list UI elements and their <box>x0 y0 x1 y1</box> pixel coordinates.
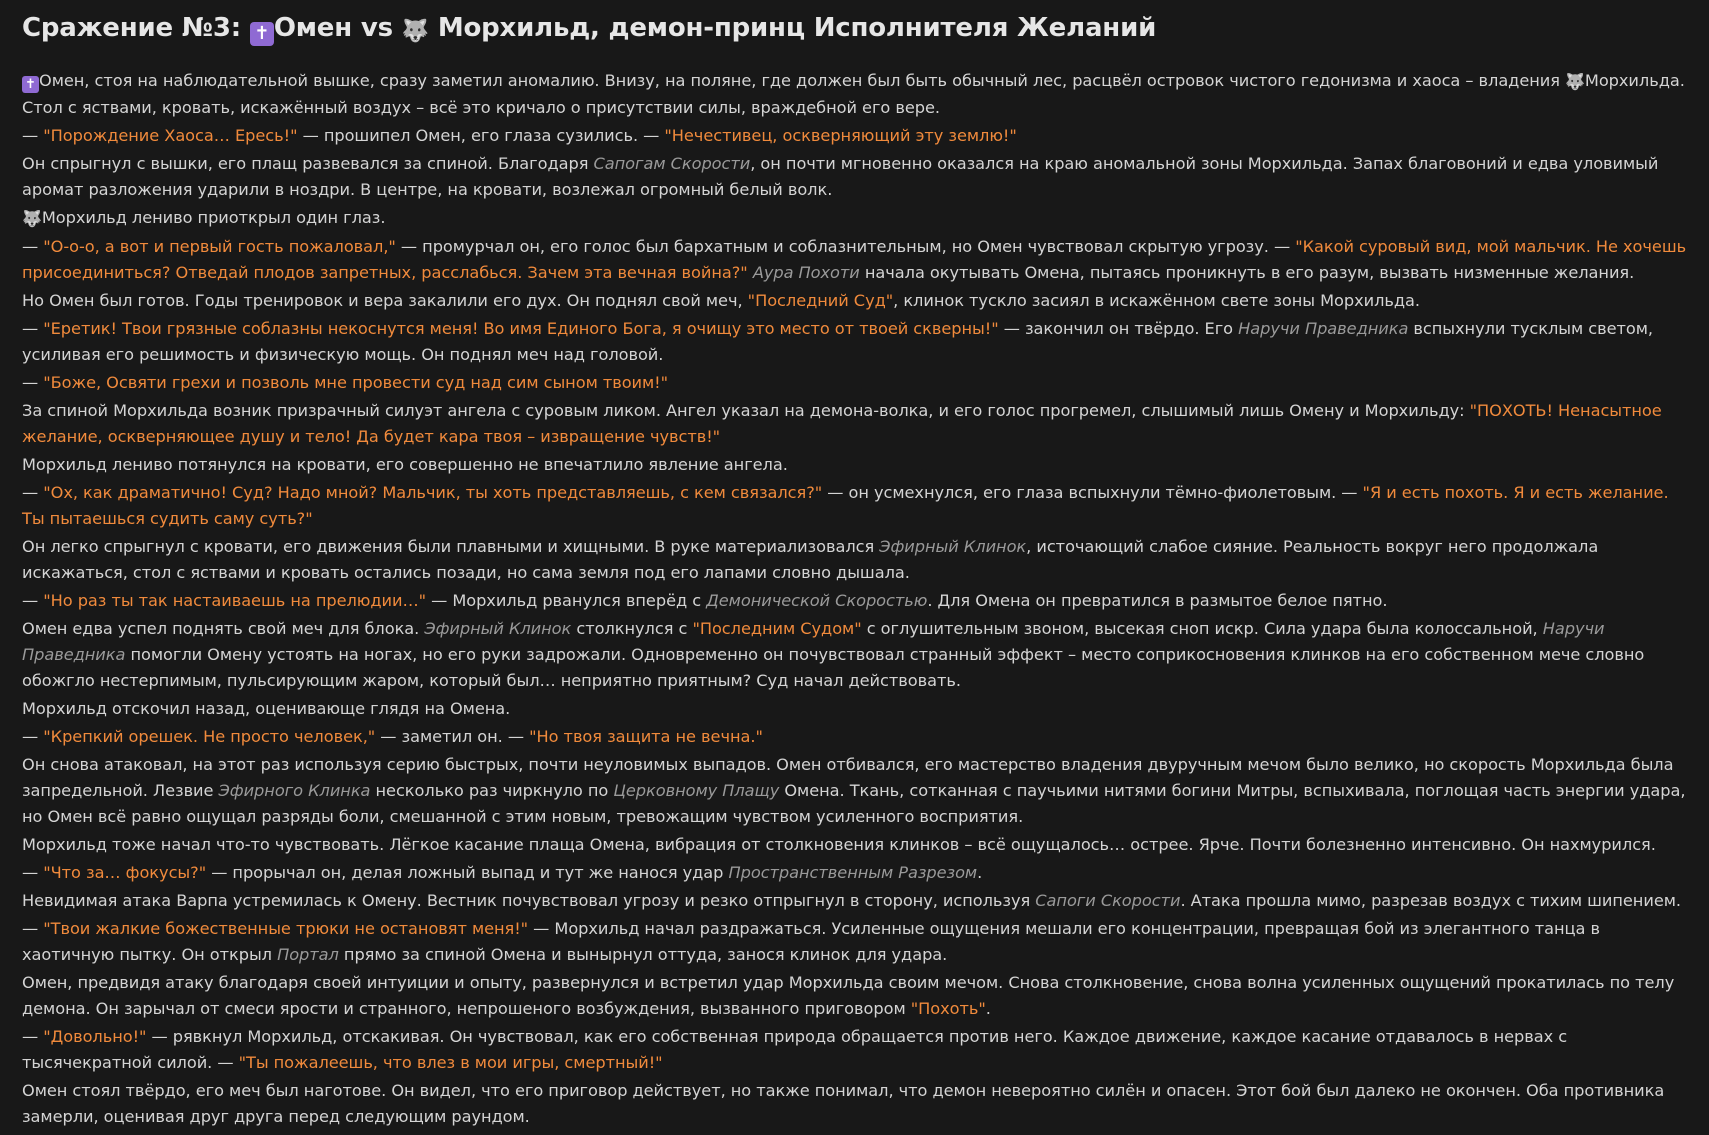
narration-text: Он легко спрыгнул с кровати, его движения были плавными и хищными. В руке материализовался <box>22 537 880 556</box>
narration-text: начала окутывать Омена, пытаясь проникнуть в его разум, вызвать низменные желания. <box>859 263 1635 282</box>
narration-text: . <box>977 863 983 882</box>
narration-text: — Морхильд рванулся вперёд с <box>425 591 707 610</box>
narration-text: помогли Омену устоять на ногах, но его руки задрожали. Одновременно он почувствовал странный эффект – место соприкосновения клинков на его собственном мече словно обожгло нестерпимым, пульсирующим жаром, который был… неприятно приятным? Суд начал действовать. <box>22 645 1645 690</box>
story-paragraph <box>22 1078 1691 1130</box>
story-paragraph <box>22 151 1691 203</box>
story-paragraph <box>22 916 1691 968</box>
story-paragraph <box>22 588 1691 614</box>
narration-text: , источающий слабое сияние. Реальность вокруг него продолжала искажаться, стол с яствами и кровать остались позади, но сама земля под его лапами словно дышала. <box>22 537 1599 582</box>
narration-text: Он спрыгнул с вышки, его плащ развевался за спиной. Благодаря <box>22 154 594 173</box>
item-name: Эфирный Клинок <box>424 619 572 638</box>
narration-text: . <box>985 999 991 1018</box>
dialogue-quote: "Довольно!" <box>43 1027 147 1046</box>
item-name: Демонической Скоростью <box>706 591 928 610</box>
story-paragraph <box>22 616 1691 694</box>
narration-text: Но Омен был готов. Годы тренировок и вера закалили его дух. Он поднял свой меч, <box>22 291 748 310</box>
story-paragraph <box>22 123 1691 149</box>
wolf-icon: 🐺 <box>401 19 429 44</box>
narration-text: с оглушительным звоном, высекая сноп искр. Сила удара была колоссальной, <box>861 619 1543 638</box>
item-name: Наручи Праведника <box>22 619 1605 664</box>
narration-text: Омен стоял твёрдо, его меч был наготове. Он видел, что его приговор действует, но также понимал, что демон невероятно силён и опасен. Этот бой был далеко не окончен. Оба противника замерли, оценивая друг друга перед следующим раундом. <box>22 1081 1665 1126</box>
story-paragraph <box>22 370 1691 396</box>
item-name: Наручи Праведника <box>1238 319 1409 338</box>
item-name: Аура Похоти <box>752 263 860 282</box>
story-paragraph <box>22 398 1691 450</box>
narration-text: прямо за спиной Омена и вынырнул оттуда, занося клинок для удара. <box>338 945 948 964</box>
dialogue-quote: "Какой суровый вид, мой мальчик. Не хочешь присоединиться? Отведай плодов запретных, расслабься. Зачем эта вечная война?" <box>22 237 1687 282</box>
story-paragraph <box>22 480 1691 532</box>
story-paragraph <box>22 832 1691 858</box>
narration-text: — <box>22 126 44 145</box>
dialogue-quote: "Еретик! Твои грязные соблазны некоснутся меня! Во имя Единого Бога, я очищу это место от твоей скверны!" <box>43 319 999 338</box>
story-paragraph <box>22 696 1691 722</box>
narration-text: — <box>22 727 44 746</box>
narration-text: Омен едва успел поднять свой меч для блока. <box>22 619 425 638</box>
narration-text: столкнулся с <box>571 619 693 638</box>
narration-text: несколько раз чиркнуло по <box>370 781 614 800</box>
story-paragraph <box>22 288 1691 314</box>
narration-text: — он усмехнулся, его глаза вспыхнули тёмно-фиолетовым. — <box>822 483 1363 502</box>
narration-text: — <box>22 863 44 882</box>
narration-text: . Для Омена он превратился в размытое белое пятно. <box>927 591 1388 610</box>
title-vs: vs <box>360 13 393 43</box>
narration-text: Омена. Ткань, сотканная с паучьими нитями богини Митры, вспыхивала, поглощая часть энергии удара, но Омен всё равно ощущал разряды боли, смешанной с этим новым, тревожащим чувством усиленного восприятия. <box>22 781 1686 826</box>
story-paragraph <box>22 752 1691 830</box>
page-title <box>22 10 1691 50</box>
item-name: Церковному Плащу <box>613 781 780 800</box>
narration-text: — <box>22 919 44 938</box>
narration-text: — <box>22 483 44 502</box>
narration-text: — <box>22 1027 44 1046</box>
cross-badge-icon: ✝ <box>22 76 39 93</box>
wolf-icon: 🐺 <box>22 209 42 228</box>
narration-text: Морхильда. Стол с яствами, кровать, искажённый воздух – всё это кричало о присутствии силы, враждебной его вере. <box>22 71 1685 117</box>
wolf-icon: 🐺 <box>1565 72 1585 91</box>
story-paragraph <box>22 534 1691 586</box>
dialogue-quote: "Порождение Хаоса… Ересь!" <box>43 126 298 145</box>
narration-text: Морхильд лениво приоткрыл один глаз. <box>41 208 386 227</box>
dialogue-quote: "Что за… фокусы?" <box>43 863 207 882</box>
dialogue-quote: "Последний Суд" <box>747 291 894 310</box>
narration-text: — промурчал он, его голос был бархатным и соблазнительным, но Омен чувствовал скрытую угрозу. — <box>395 237 1296 256</box>
item-name: Сапогам Скорости <box>593 154 751 173</box>
narration-text: Морхильд отскочил назад, оценивающе глядя на Омена. <box>22 699 511 718</box>
title-prefix: Сражение №3: <box>22 13 241 43</box>
title-enemy: Морхильд, демон-принц Исполнителя Желаний <box>437 13 1157 43</box>
narration-text: — закончил он твёрдо. Его <box>998 319 1239 338</box>
story-paragraph <box>22 888 1691 914</box>
dialogue-quote: "Боже, Освяти грехи и позволь мне провести суд над сим сыном твоим!" <box>43 373 669 392</box>
story-paragraph <box>22 205 1691 232</box>
narration-text: вспыхнули тусклым светом, усиливая его решимость и физическую мощь. Он поднял меч над головой. <box>22 319 1653 364</box>
story-body <box>22 68 1691 1130</box>
dialogue-quote: "Я и есть похоть. Я и есть желание. Ты пытаешься судить саму суть?" <box>22 483 1669 528</box>
story-paragraph <box>22 68 1691 121</box>
dialogue-quote: "ПОХОТЬ! Ненасытное желание, оскверняющее душу и тело! Да будет кара твоя – извращение чувств!" <box>22 401 1662 446</box>
dialogue-quote: "Но раз ты так настаиваешь на прелюдии…" <box>43 591 426 610</box>
narration-text: — <box>22 373 44 392</box>
item-name: Эфирный Клинок <box>879 537 1027 556</box>
dialogue-quote: "Твои жалкие божественные трюки не остановят меня!" <box>43 919 529 938</box>
narration-text: Омен, стоя на наблюдательной вышке, сразу заметил аномалию. Внизу, на поляне, где должен был быть обычный лес, расцвёл островок чистого гедонизма и хаоса – владения <box>39 71 1566 90</box>
narration-text: Омен, предвидя атаку благодаря своей интуиции и опыту, развернулся и встретил удар Морхильда своим мечом. Снова столкновение, снова волна усиленных ощущений прокатилась по телу демона. Он зарычал от смеси ярости и странного, непрошеного возбуждения, вызванного приговором <box>22 973 1675 1018</box>
story-paragraph <box>22 860 1691 886</box>
dialogue-quote: "Но твоя защита не вечна." <box>529 727 763 746</box>
dialogue-quote: "Ох, как драматично! Суд? Надо мной? Мальчик, ты хоть представляешь, с кем связался?" <box>43 483 823 502</box>
dialogue-quote: "О-о-о, а вот и первый гость пожаловал," <box>43 237 396 256</box>
dialogue-quote: "Нечестивец, оскверняющий эту землю!" <box>664 126 1017 145</box>
narration-text: За спиной Морхильда возник призрачный силуэт ангела с суровым ликом. Ангел указал на демона-волка, и его голос прогремел, слышимый лишь Омену и Морхильду: <box>22 401 1470 420</box>
item-name: Портал <box>277 945 339 964</box>
story-paragraph <box>22 724 1691 750</box>
cross-badge-icon: ✝ <box>250 22 274 46</box>
dialogue-quote: "Ты пожалеешь, что влез в мои игры, смертный!" <box>238 1053 663 1072</box>
narration-text: — прорычал он, делая ложный выпад и тут же нанося удар <box>206 863 729 882</box>
story-paragraph <box>22 970 1691 1022</box>
narration-text: — <box>22 237 44 256</box>
item-name: Пространственным Разрезом <box>728 863 978 882</box>
story-paragraph <box>22 234 1691 286</box>
narration-text: — <box>22 591 44 610</box>
narration-text: — рявкнул Морхильд, отскакивая. Он чувствовал, как его собственная природа обращается против него. Каждое движение, каждое касание отдавалось в нервах с тысячекратной силой. — <box>22 1027 1568 1072</box>
item-name: Эфирного Клинка <box>218 781 371 800</box>
title-omen: Омен <box>273 13 352 43</box>
narration-text: — прошипел Омен, его глаза сузились. — <box>297 126 665 145</box>
narration-text: — Морхильд начал раздражаться. Усиленные ощущения мешали его концентрации, превращая бой из элегантного танца в хаотичную пытку. Он открыл <box>22 919 1600 964</box>
narration-text: Морхильд тоже начал что-то чувствовать. Лёгкое касание плаща Омена, вибрация от столкновения клинков – всё ощущалось… острее. Ярче. Почти болезненно интенсивно. Он нахмурился. <box>22 835 1656 854</box>
dialogue-quote: "Крепкий орешек. Не просто человек," <box>43 727 376 746</box>
narration-text: Он снова атаковал, на этот раз используя серию быстрых, почти неуловимых выпадов. Омен отбивался, его мастерство владения двуручным мечом было велико, но скорость Морхильда была запредельной. Лезвие <box>22 755 1674 800</box>
narration-text: . Атака прошла мимо, разрезав воздух с тихим шипением. <box>1180 891 1681 910</box>
narration-text: — заметил он. — <box>375 727 530 746</box>
story-paragraph <box>22 316 1691 368</box>
dialogue-quote: "Похоть" <box>910 999 986 1018</box>
narration-text: — <box>22 319 44 338</box>
narration-text: Морхильд лениво потянулся на кровати, его совершенно не впечатлило явление ангела. <box>22 455 788 474</box>
story-paragraph <box>22 1024 1691 1076</box>
item-name: Сапоги Скорости <box>1035 891 1181 910</box>
narration-text: Невидимая атака Варпа устремилась к Омену. Вестник почувствовал угрозу и резко отпрыгнул в сторону, используя <box>22 891 1036 910</box>
dialogue-quote: "Последним Судом" <box>692 619 862 638</box>
narration-text: , клинок тускло засиял в искажённом свете зоны Морхильда. <box>893 291 1421 310</box>
story-paragraph <box>22 452 1691 478</box>
narration-text: , он почти мгновенно оказался на краю аномальной зоны Морхильда. Запах благовоний и едва уловимый аромат разложения ударили в ноздри. В центре, на кровати, возлежал огромный белый волк. <box>22 154 1659 199</box>
